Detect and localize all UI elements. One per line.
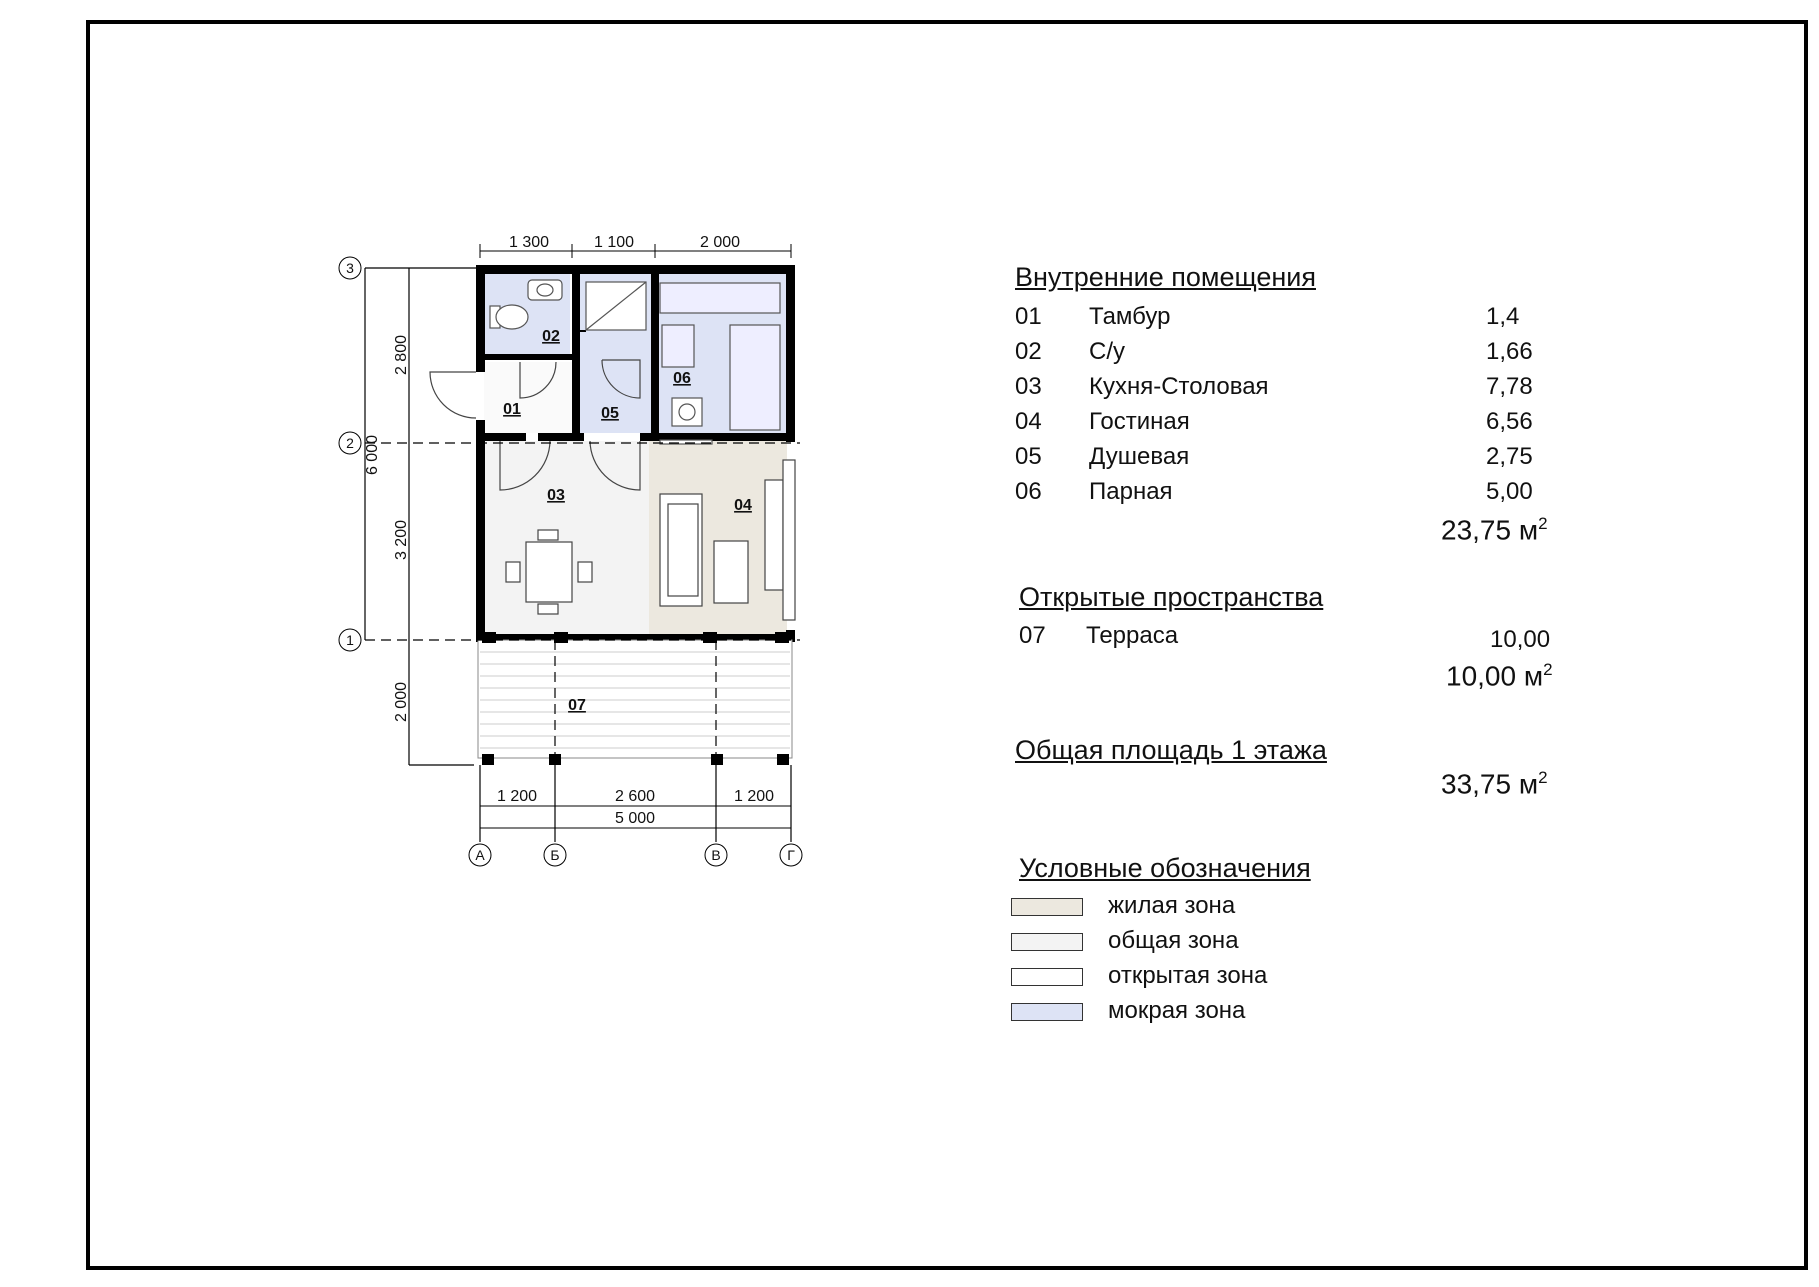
interior-num-04: 04 bbox=[1015, 408, 1042, 435]
interior-name-06: Парная bbox=[1089, 478, 1173, 505]
axis-row-1: 1 bbox=[346, 632, 354, 648]
dim-overall-bottom: 5 000 bbox=[614, 810, 656, 827]
interior-area-06: 5,00 bbox=[1486, 478, 1533, 505]
room-label-02: 02 bbox=[542, 328, 560, 345]
interior-area-03: 7,78 bbox=[1486, 373, 1533, 400]
room-label-03: 03 bbox=[547, 487, 565, 504]
interior-num-02: 02 bbox=[1015, 338, 1042, 365]
interior-num-06: 06 bbox=[1015, 478, 1042, 505]
room-label-07: 07 bbox=[568, 697, 586, 714]
legend-swatch-open bbox=[1011, 968, 1083, 986]
room-label-06: 06 bbox=[673, 370, 691, 387]
interior-name-02: С/у bbox=[1089, 338, 1125, 365]
interior-num-05: 05 bbox=[1015, 443, 1042, 470]
overall-total: 33,75 $м^2$ bbox=[1441, 768, 1548, 800]
interior-title: Внутренние помещения bbox=[1015, 262, 1316, 292]
dim-bottom-3: 1 200 bbox=[733, 788, 775, 805]
legend-swatch-common bbox=[1011, 933, 1083, 951]
axis-col-b: Б bbox=[550, 847, 560, 863]
dim-bottom-2: 2 600 bbox=[614, 788, 656, 805]
axis-row-2: 2 bbox=[346, 435, 354, 451]
open-name-07: Терраса bbox=[1086, 622, 1179, 649]
dim-left-2: 3 200 bbox=[393, 519, 410, 561]
dim-top-2: 1 100 bbox=[593, 234, 635, 251]
room-label-05: 05 bbox=[601, 405, 619, 422]
axis-col-v: В bbox=[711, 847, 721, 863]
legend-swatch-living bbox=[1011, 898, 1083, 916]
open-title: Открытые пространства bbox=[1019, 582, 1324, 612]
room-label-01: 01 bbox=[503, 401, 521, 418]
interior-area-05: 2,75 bbox=[1486, 443, 1533, 470]
interior-num-03: 03 bbox=[1015, 373, 1042, 400]
overall-title: Общая площадь 1 этажа bbox=[1015, 735, 1327, 765]
axis-col-g: Г bbox=[787, 847, 795, 863]
legend-label-open: открытая зона bbox=[1108, 962, 1268, 989]
dim-bottom-1: 1 200 bbox=[496, 788, 538, 805]
open-num-07: 07 bbox=[1019, 622, 1046, 649]
dim-top-1: 1 300 bbox=[508, 234, 550, 251]
interior-num-01: 01 bbox=[1015, 303, 1042, 330]
interior-name-01: Тамбур bbox=[1089, 303, 1171, 330]
dim-left-1: 2 800 bbox=[393, 334, 410, 376]
interior-name-04: Гостиная bbox=[1089, 408, 1190, 435]
interior-area-02: 1,66 bbox=[1486, 338, 1533, 365]
room-fill-03 bbox=[484, 441, 649, 635]
legend-label-wet: мокрая зона bbox=[1108, 997, 1246, 1024]
interior-area-01: 1,4 bbox=[1486, 303, 1520, 330]
interior-total: 23,75 $м^2$ bbox=[1441, 514, 1548, 546]
dim-top-3: 2 000 bbox=[699, 234, 741, 251]
legend-label-living: жилая зона bbox=[1108, 892, 1236, 919]
room-label-04: 04 bbox=[734, 497, 752, 514]
legend-swatch-wet bbox=[1011, 1003, 1083, 1021]
open-total: 10,00 $м^2$ bbox=[1446, 660, 1553, 692]
axis-row-3: 3 bbox=[346, 260, 354, 276]
legend-title: Условные обозначения bbox=[1019, 853, 1311, 883]
legend-label-common: общая зона bbox=[1108, 927, 1239, 954]
interior-name-05: Душевая bbox=[1089, 443, 1190, 470]
axis-col-a: А bbox=[475, 847, 485, 863]
interior-name-03: Кухня-Столовая bbox=[1089, 373, 1269, 400]
dim-overall-left: 6 000 bbox=[364, 434, 381, 476]
open-area-07: 10,00 bbox=[1490, 626, 1551, 653]
dim-left-3: 2 000 bbox=[393, 681, 410, 723]
interior-area-04: 6,56 bbox=[1486, 408, 1533, 435]
terrace bbox=[478, 632, 792, 765]
